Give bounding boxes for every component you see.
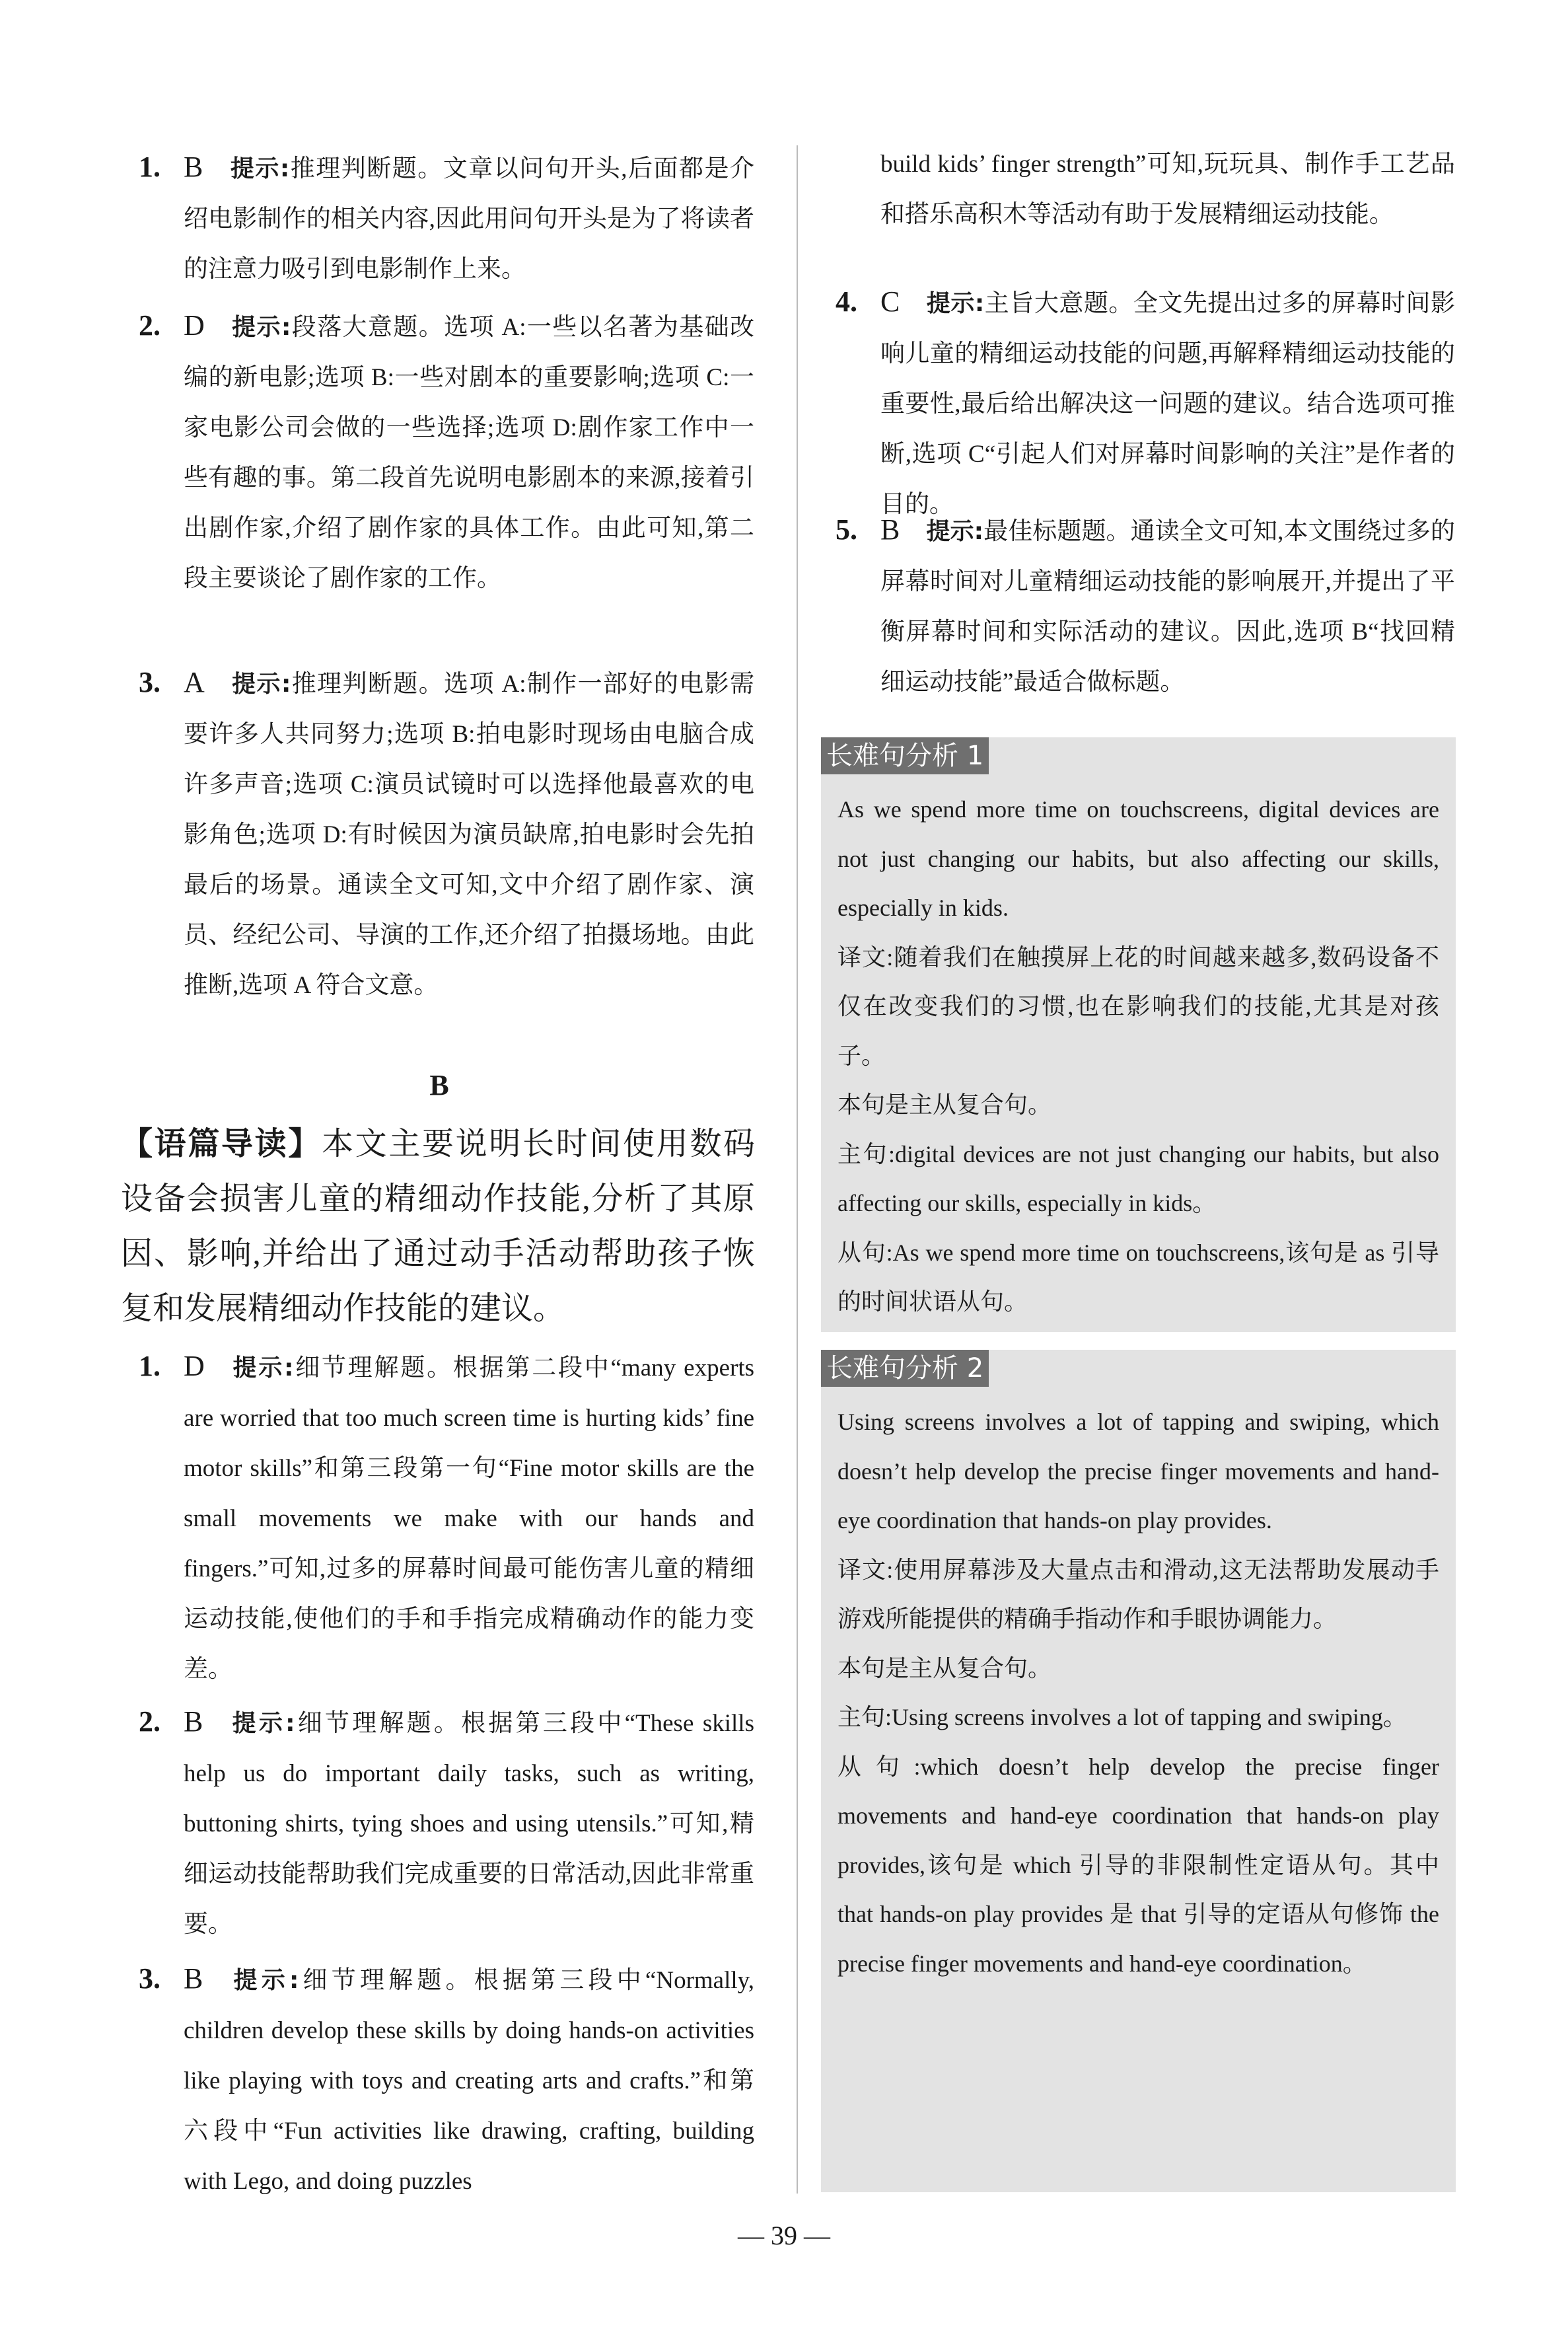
answer-a1 <box>139 142 755 295</box>
hint-text: 推理判断题。文章以问句开头,后面都是介绍电影制作的相关内容,因此用问句开头是为了将读者的注意力吸引到电影制作上来。 <box>184 155 755 283</box>
hint-text: 段落大意题。选项 A:一些以名著为基础改编的新电影;选项 B:一些对剧本的重要影响;选项 C:一家电影公司会做的一些选择;选项 D:剧作家工作中一些有趣的事。第二段首先说明电影剧本的来源,接着引出剧作家,介绍了剧作家的具体工作。由此可知,第二段主要谈论了剧作家的工作。 <box>184 314 755 592</box>
reading-guide <box>121 1117 755 1336</box>
analysis-sentence-type: 本句是主从复合句。 <box>837 1654 1052 1681</box>
long-sentence-analysis-2 <box>821 1350 1456 2192</box>
question-number: 3. <box>139 1962 160 1995</box>
hint-text: 最佳标题题。通读全文可知,本文围绕过多的屏幕时间对儿童精细运动技能的影响展开,并提出了平衡屏幕时间和实际活动的建议。因此,选项 B“找回精细运动技能”最适合做标题。 <box>880 518 1455 696</box>
analysis-sentence: As we spend more time on touchscreens, digital devices are not just changing our habits, but also affecting our skills, especially in kids. <box>837 796 1439 921</box>
question-number: 1. <box>139 151 160 183</box>
analysis-tag: 长难句分析 2 <box>821 1350 989 1387</box>
answer-b4 <box>836 277 1455 530</box>
guide-text: 本文主要说明长时间使用数码设备会损害儿童的精细动作技能,分析了其原因、影响,并给出了通过动手活动帮助孩子恢复和发展精细动作技能的建议。 <box>121 1126 755 1326</box>
question-number: 2. <box>139 1705 160 1738</box>
answer-letter: D <box>184 309 205 342</box>
hint-label: 提示: <box>231 314 291 341</box>
answer-b1 <box>139 1341 755 1695</box>
hint-text: 细节理解题。根据第三段中“Normally, children develop these skills by doing hands-on activities like playing with toys and creating arts and crafts.”和第六段中“Fun activities like drawing, crafting, building with Lego, and doing puzzles <box>184 1967 754 2195</box>
guide-label: 【语篇导读】 <box>121 1126 322 1162</box>
answer-letter: B <box>880 513 900 546</box>
question-number: 2. <box>139 309 160 342</box>
analysis-sentence: Using screens involves a lot of tapping and swiping, which doesn’t help develop the precise finger movements and hand-eye coordination that hands-on play provides. <box>837 1409 1439 1533</box>
answer-b2 <box>139 1697 754 1950</box>
answer-letter: A <box>184 666 205 698</box>
question-number: 3. <box>139 666 160 698</box>
answer-b5 <box>836 505 1455 708</box>
analysis-translation: 译文:随着我们在触摸屏上花的时间越来越多,数码设备不仅在改变我们的习惯,也在影响我们的技能,尤其是对孩子。 <box>837 943 1439 1069</box>
hint-text: 主旨大意题。全文先提出过多的屏幕时间影响儿童的精细运动技能的问题,再解释精细运动技能的重要性,最后给出解决这一问题的建议。结合选项可推断,选项 C“引起人们对屏幕时间影响的关注”是作者的目的。 <box>880 290 1455 518</box>
hint-text: 推理判断题。选项 A:制作一部好的电影需要许多人共同努力;选项 B:拍电影时现场由电脑合成许多声音;选项 C:演员试镜时可以选择他最喜欢的电影角色;选项 D:有时候因为演员缺席,拍电影时会先拍最后的场景。通读全文可知,文中介绍了剧作家、演员、经纪公司、导演的工作,还介绍了拍摄场地。由此推断,选项 A 符合文意。 <box>184 671 755 999</box>
page-number: — 39 — <box>738 2221 830 2250</box>
answer-a3 <box>139 657 755 1011</box>
analysis-subordinate-clause: 从句:which doesn’t help develop the precise finger movements and hand-eye coordination that hands-on play provides,该句是 which 引导的非限制性定语从句。其中 that hands-on play provides 是 that 引导的定语从句修饰 the precise finger movements and hand-eye coordination。 <box>837 1753 1439 1977</box>
hint-label: 提示: <box>231 1354 294 1382</box>
hint-text: 细节理解题。根据第二段中“many experts are worried that too much screen time is hurting kids’ fine motor skills”和第三段第一句“Fine motor skills are the small movements we make with our hands and fingers.”可知,过多的屏幕时间最可能伤害儿童的精细运动技能,使他们的手和手指完成精确动作的能力变差。 <box>184 1354 755 1683</box>
hint-label: 提示: <box>229 1967 299 1994</box>
analysis-main-clause: 主句:digital devices are not just changing our habits, but also affecting our skills, especially in kids。 <box>837 1140 1440 1216</box>
section-b-heading: B <box>429 1069 449 1101</box>
analysis-translation: 译文:使用屏幕涉及大量点击和滑动,这无法帮助发展动手游戏所能提供的精确手指动作和手眼协调能力。 <box>837 1556 1439 1632</box>
answer-letter: B <box>184 1705 203 1738</box>
answer-a2 <box>139 301 755 604</box>
analysis-subordinate-clause: 从句:As we spend more time on touchscreens,该句是 as 引导的时间状语从句。 <box>837 1239 1439 1315</box>
answer-letter: B <box>184 151 203 183</box>
column-divider <box>797 145 798 2194</box>
hint-label: 提示: <box>926 290 985 317</box>
analysis-tag: 长难句分析 1 <box>821 737 989 774</box>
hint-text: 细节理解题。根据第三段中“These skills help us do important daily tasks, such as writing, buttoning shirts, tying shoes and using utensils.”可知,精细运动技能帮助我们完成重要的日常活动,因此非常重要。 <box>184 1710 754 1938</box>
answer-b3 <box>139 1954 754 2207</box>
answer-letter: D <box>184 1350 205 1382</box>
hint-label: 提示: <box>231 671 291 698</box>
answer-b3-continuation: build kids’ finger strength”可知,玩玩具、制作手工艺品和搭乐高积木等活动有助于发展精细运动技能。 <box>880 151 1455 228</box>
question-number: 4. <box>836 285 857 318</box>
answer-letter: B <box>184 1962 203 1995</box>
hint-label: 提示: <box>926 518 984 545</box>
hint-label: 提示: <box>229 155 290 182</box>
question-number: 1. <box>139 1350 160 1382</box>
analysis-sentence-type: 本句是主从复合句。 <box>837 1091 1052 1118</box>
analysis-main-clause: 主句:Using screens involves a lot of tapping and swiping。 <box>837 1704 1407 1730</box>
long-sentence-analysis-1 <box>821 737 1456 1332</box>
question-number: 5. <box>836 513 857 546</box>
answer-letter: C <box>880 285 900 318</box>
hint-label: 提示: <box>229 1710 295 1737</box>
